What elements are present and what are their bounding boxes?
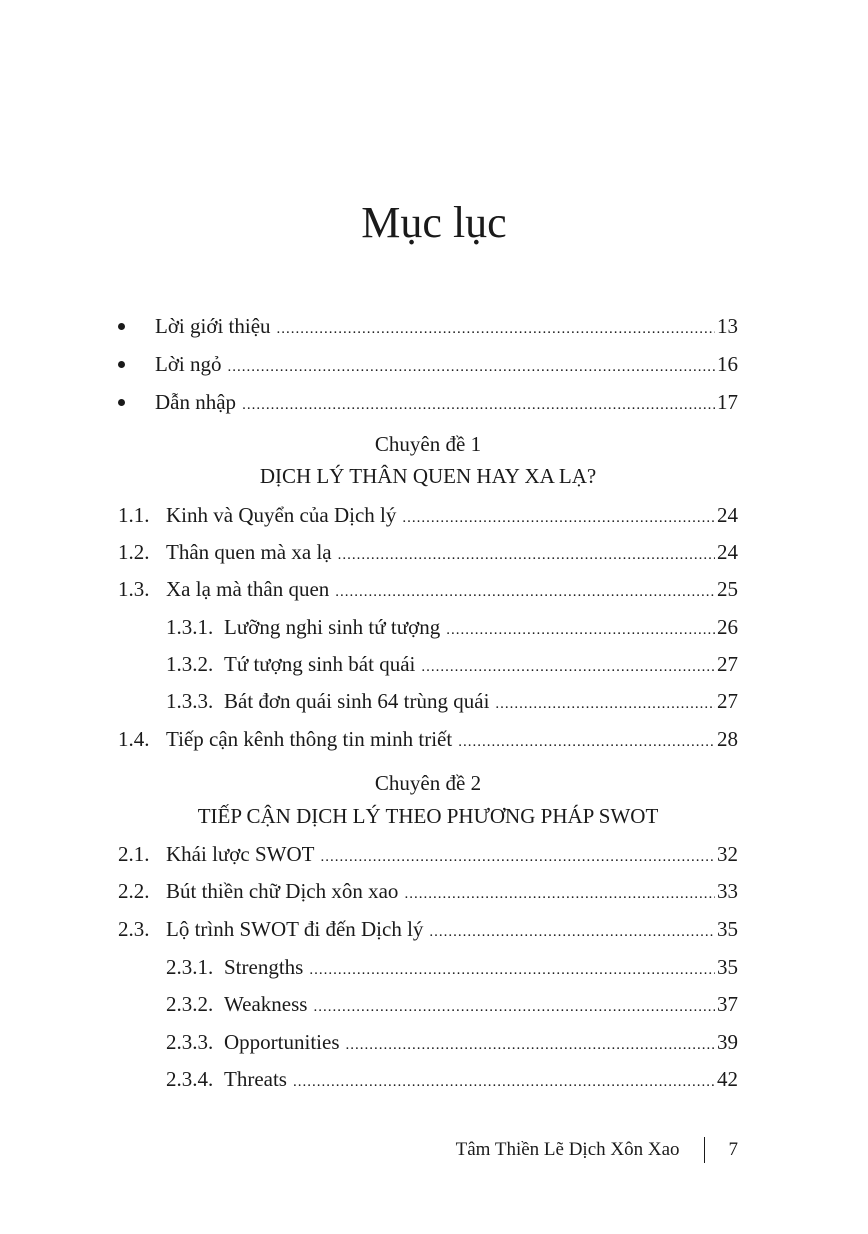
toc-entry-preface[interactable] (118, 350, 738, 381)
toc-entry-label: Weakness (224, 992, 308, 1016)
toc-entry-label: Strengths (224, 955, 304, 979)
toc-entry-page: 17 (717, 390, 738, 414)
dot-leader (458, 728, 715, 756)
dot-leader (313, 993, 715, 1021)
bullet-icon (118, 399, 125, 406)
page-footer (456, 1136, 738, 1164)
page-title: Mục lục (361, 198, 507, 247)
chapter-label: Chuyên đề 1 (374, 432, 482, 456)
footer-book-title: Tâm Thiền Lẽ Dịch Xôn Xao (455, 1139, 680, 1160)
toc-entry-label: Tứ tượng sinh bát quái (224, 652, 416, 676)
toc-entry-number: 1.3. (118, 577, 150, 601)
toc-entry-number: 2.1. (118, 842, 150, 866)
toc-subentry[interactable] (166, 687, 738, 718)
toc-subentry[interactable] (166, 613, 738, 644)
dot-leader (446, 616, 715, 644)
toc-entry-number: 1.4. (118, 727, 150, 751)
toc-entry-number: 2.3. (118, 917, 150, 941)
toc-entry-label: Bát đơn quái sinh 64 trùng quái (224, 689, 490, 713)
toc-entry[interactable] (118, 915, 738, 946)
toc-entry-page: 24 (717, 540, 738, 564)
toc-entry[interactable] (118, 538, 738, 569)
toc-entry-label: Threats (224, 1067, 287, 1091)
toc-entry-page: 33 (717, 879, 738, 903)
dot-leader (277, 315, 715, 343)
dot-leader (402, 504, 715, 532)
dot-leader (335, 578, 715, 606)
toc-entry-label: Khái lược SWOT (166, 842, 315, 866)
dot-leader (429, 918, 715, 946)
toc-entry-label: Kinh và Quyển của Dịch lý (166, 503, 397, 527)
chapter-title: DỊCH LÝ THÂN QUEN HAY XA LẠ? (259, 464, 597, 488)
toc-entry-label: Lộ trình SWOT đi đến Dịch lý (166, 917, 424, 941)
bullet-icon (118, 361, 125, 368)
toc-entry-intro[interactable] (118, 312, 738, 343)
dot-leader (228, 353, 715, 381)
toc-subentry[interactable] (166, 990, 738, 1021)
toc-entry-label: Bút thiền chữ Dịch xôn xao (166, 879, 399, 903)
toc-entry[interactable] (118, 575, 738, 606)
toc-entry-label: Opportunities (224, 1030, 340, 1054)
dot-leader (404, 880, 715, 908)
dot-leader (320, 843, 715, 871)
toc-entry-page: 32 (717, 842, 738, 866)
toc-entry-page: 27 (717, 652, 738, 676)
toc-entry-page: 26 (717, 615, 738, 639)
dot-leader (242, 391, 715, 419)
dot-leader (309, 956, 715, 984)
toc-entry[interactable] (118, 501, 738, 532)
toc-entry-number: 2.2. (118, 879, 150, 903)
chapter-label: Chuyên đề 2 (374, 771, 482, 795)
toc-entry-page: 35 (717, 955, 738, 979)
toc-entry-label: Lời ngỏ (155, 352, 222, 376)
toc-entry-label: Dẫn nhập (155, 390, 237, 414)
toc-entry-number: 2.3.3. (166, 1030, 214, 1054)
toc-entry-page: 37 (717, 992, 738, 1016)
toc-entry-number: 2.3.4. (166, 1067, 214, 1091)
footer-divider (704, 1137, 705, 1163)
toc-entry-page: 24 (717, 503, 738, 527)
toc-entry-label: Tiếp cận kênh thông tin minh triết (166, 727, 453, 751)
dot-leader (338, 541, 715, 569)
toc-entry-page: 13 (717, 314, 738, 338)
toc-entry-label: Thân quen mà xa lạ (166, 540, 332, 564)
toc-entry-label: Lời giới thiệu (155, 314, 271, 338)
toc-entry-page: 25 (717, 577, 738, 601)
toc-subentry[interactable] (166, 1065, 738, 1096)
dot-leader (293, 1068, 715, 1096)
toc-entry-page: 39 (717, 1030, 738, 1054)
toc-entry-number: 1.1. (118, 503, 150, 527)
toc-subentry[interactable] (166, 1028, 738, 1059)
dot-leader (495, 690, 715, 718)
dot-leader (421, 653, 715, 681)
footer-page-number: 7 (728, 1139, 738, 1160)
toc-entry-page: 42 (717, 1067, 738, 1091)
toc-entry-number: 1.3.1. (166, 615, 214, 639)
toc-subentry[interactable] (166, 650, 738, 681)
bullet-icon (118, 323, 125, 330)
toc-entry-page: 27 (717, 689, 738, 713)
toc-entry[interactable] (118, 725, 738, 756)
toc-entry-number: 1.3.2. (166, 652, 214, 676)
chapter-title: TIẾP CẬN DỊCH LÝ THEO PHƯƠNG PHÁP SWOT (197, 804, 659, 828)
toc-entry-label: Xa lạ mà thân quen (166, 577, 330, 601)
toc-entry[interactable] (118, 877, 738, 908)
toc-entry-label: Lưỡng nghi sinh tứ tượng (224, 615, 441, 639)
toc-entry[interactable] (118, 840, 738, 871)
toc-entry-number: 2.3.1. (166, 955, 214, 979)
toc-entry-number: 2.3.2. (166, 992, 214, 1016)
toc-subentry[interactable] (166, 953, 738, 984)
toc-entry-number: 1.2. (118, 540, 150, 564)
toc-entry-page: 35 (717, 917, 738, 941)
toc-entry-introduction[interactable] (118, 388, 738, 419)
toc-entry-number: 1.3.3. (166, 689, 214, 713)
toc-entry-page: 16 (717, 352, 738, 376)
toc-entry-page: 28 (717, 727, 738, 751)
dot-leader (346, 1031, 716, 1059)
